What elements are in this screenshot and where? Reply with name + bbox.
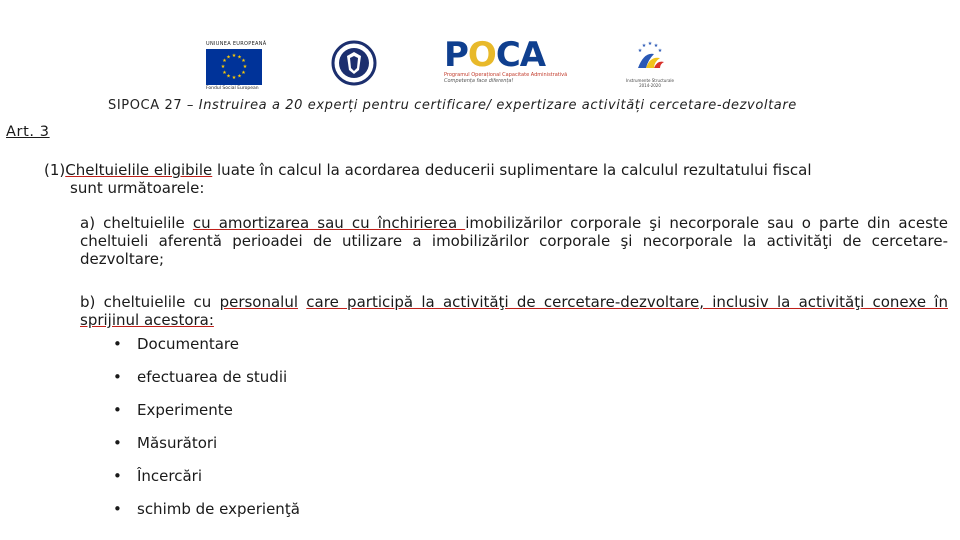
instrumente-caption: Instrumente Structurale	[626, 78, 674, 83]
list-item-text: Experimente	[137, 401, 233, 419]
svg-text:★: ★	[222, 58, 227, 64]
eu-flag-icon	[206, 49, 262, 85]
paragraph-b-label: b)	[80, 293, 96, 311]
bullet-icon: •	[113, 434, 122, 452]
government-emblem-icon	[331, 40, 377, 86]
poca-subtitle: Programul Operațional Capacitate Administrativă	[444, 72, 568, 78]
bullet-icon: •	[113, 401, 122, 419]
eu-logo-top-text: UNIUNEA EUROPEANĂ	[206, 41, 267, 47]
svg-text:★: ★	[222, 70, 227, 76]
svg-text:★: ★	[637, 48, 643, 54]
list-item	[113, 434, 217, 452]
svg-text:★: ★	[237, 73, 242, 80]
header-title	[108, 98, 797, 113]
paragraph-b-underline-2: care participă la activităţi de cercetare-dezvoltare, inclusiv la activităţi conexe în sprijinul acestora:	[80, 293, 948, 329]
eu-logo-bottom-text: Fondul Social European	[206, 86, 259, 91]
svg-text:★: ★	[220, 64, 226, 70]
svg-text:★: ★	[641, 43, 647, 49]
logo-bar	[0, 36, 960, 96]
header-prefix: SIPOCA 27 –	[108, 98, 199, 113]
paragraph-b-underline-1: personalul	[219, 293, 299, 311]
svg-text:★: ★	[237, 54, 242, 61]
eligible-expenses-underline: Cheltuielile eligibile	[65, 161, 213, 179]
instrumente-years: 2014-2020	[639, 83, 661, 88]
poca-logo	[444, 35, 568, 94]
list-item	[113, 335, 239, 353]
paragraph-a-underlined: cu amortizarea sau cu închirierea	[192, 214, 466, 232]
poca-tagline: Competența face diferența!	[444, 78, 514, 84]
list-item-text: Încercări	[137, 467, 203, 485]
paragraph-1-line2: sunt următoarele:	[70, 179, 205, 197]
svg-text:★: ★	[226, 73, 231, 80]
svg-text:★: ★	[231, 75, 237, 81]
list-item	[113, 467, 202, 485]
svg-text:★: ★	[231, 53, 237, 59]
bullet-icon: •	[113, 368, 122, 386]
paragraph-a-before: cheltuielile	[95, 214, 193, 232]
eu-logo	[206, 40, 267, 92]
list-item-text: Măsurători	[137, 434, 218, 452]
bullet-icon: •	[113, 500, 122, 518]
list-item-text: schimb de experienţă	[137, 500, 300, 518]
list-item-text: Documentare	[137, 335, 239, 353]
list-item-text: efectuarea de studii	[137, 368, 288, 386]
svg-text:★: ★	[242, 64, 248, 70]
paragraph-1	[44, 161, 924, 197]
svg-text:★: ★	[657, 48, 663, 54]
list-item	[113, 368, 287, 386]
list-item	[113, 500, 300, 518]
poca-logo-word: POCA	[444, 35, 546, 75]
list-item	[113, 401, 233, 419]
bullet-icon: •	[113, 335, 122, 353]
paragraph-1-text: luate în calcul la acordarea deducerii suplimentare la calculul rezultatului fiscal	[212, 161, 812, 179]
svg-text:★: ★	[647, 41, 653, 47]
instrumente-star-icon	[624, 38, 676, 74]
instrumente-structurale-logo	[624, 38, 676, 92]
svg-text:★: ★	[241, 58, 246, 64]
article-number: Art. 3	[6, 124, 50, 140]
paragraph-b	[80, 293, 948, 329]
svg-text:★: ★	[226, 54, 231, 61]
bullet-icon: •	[113, 467, 122, 485]
paragraph-b-before: cheltuielile cu	[95, 293, 220, 311]
paragraph-a-label: a)	[80, 214, 96, 232]
header-title-text: Instruirea a 20 experți pentru certificare/ expertizare activități cercetare-dezvoltare	[198, 98, 797, 113]
paragraph-a-after: imobilizărilor corporale şi necorporale sau o parte din aceste cheltuieli aferentă perioadei de utilizare a imobilizărilor corporale şi necorporale la activităţi de cercetare-dezvoltare;	[80, 214, 948, 268]
paragraph-1-number: (1)	[44, 161, 66, 179]
svg-text:★: ★	[653, 43, 659, 49]
svg-text:★: ★	[241, 70, 246, 76]
paragraph-a	[80, 214, 948, 268]
